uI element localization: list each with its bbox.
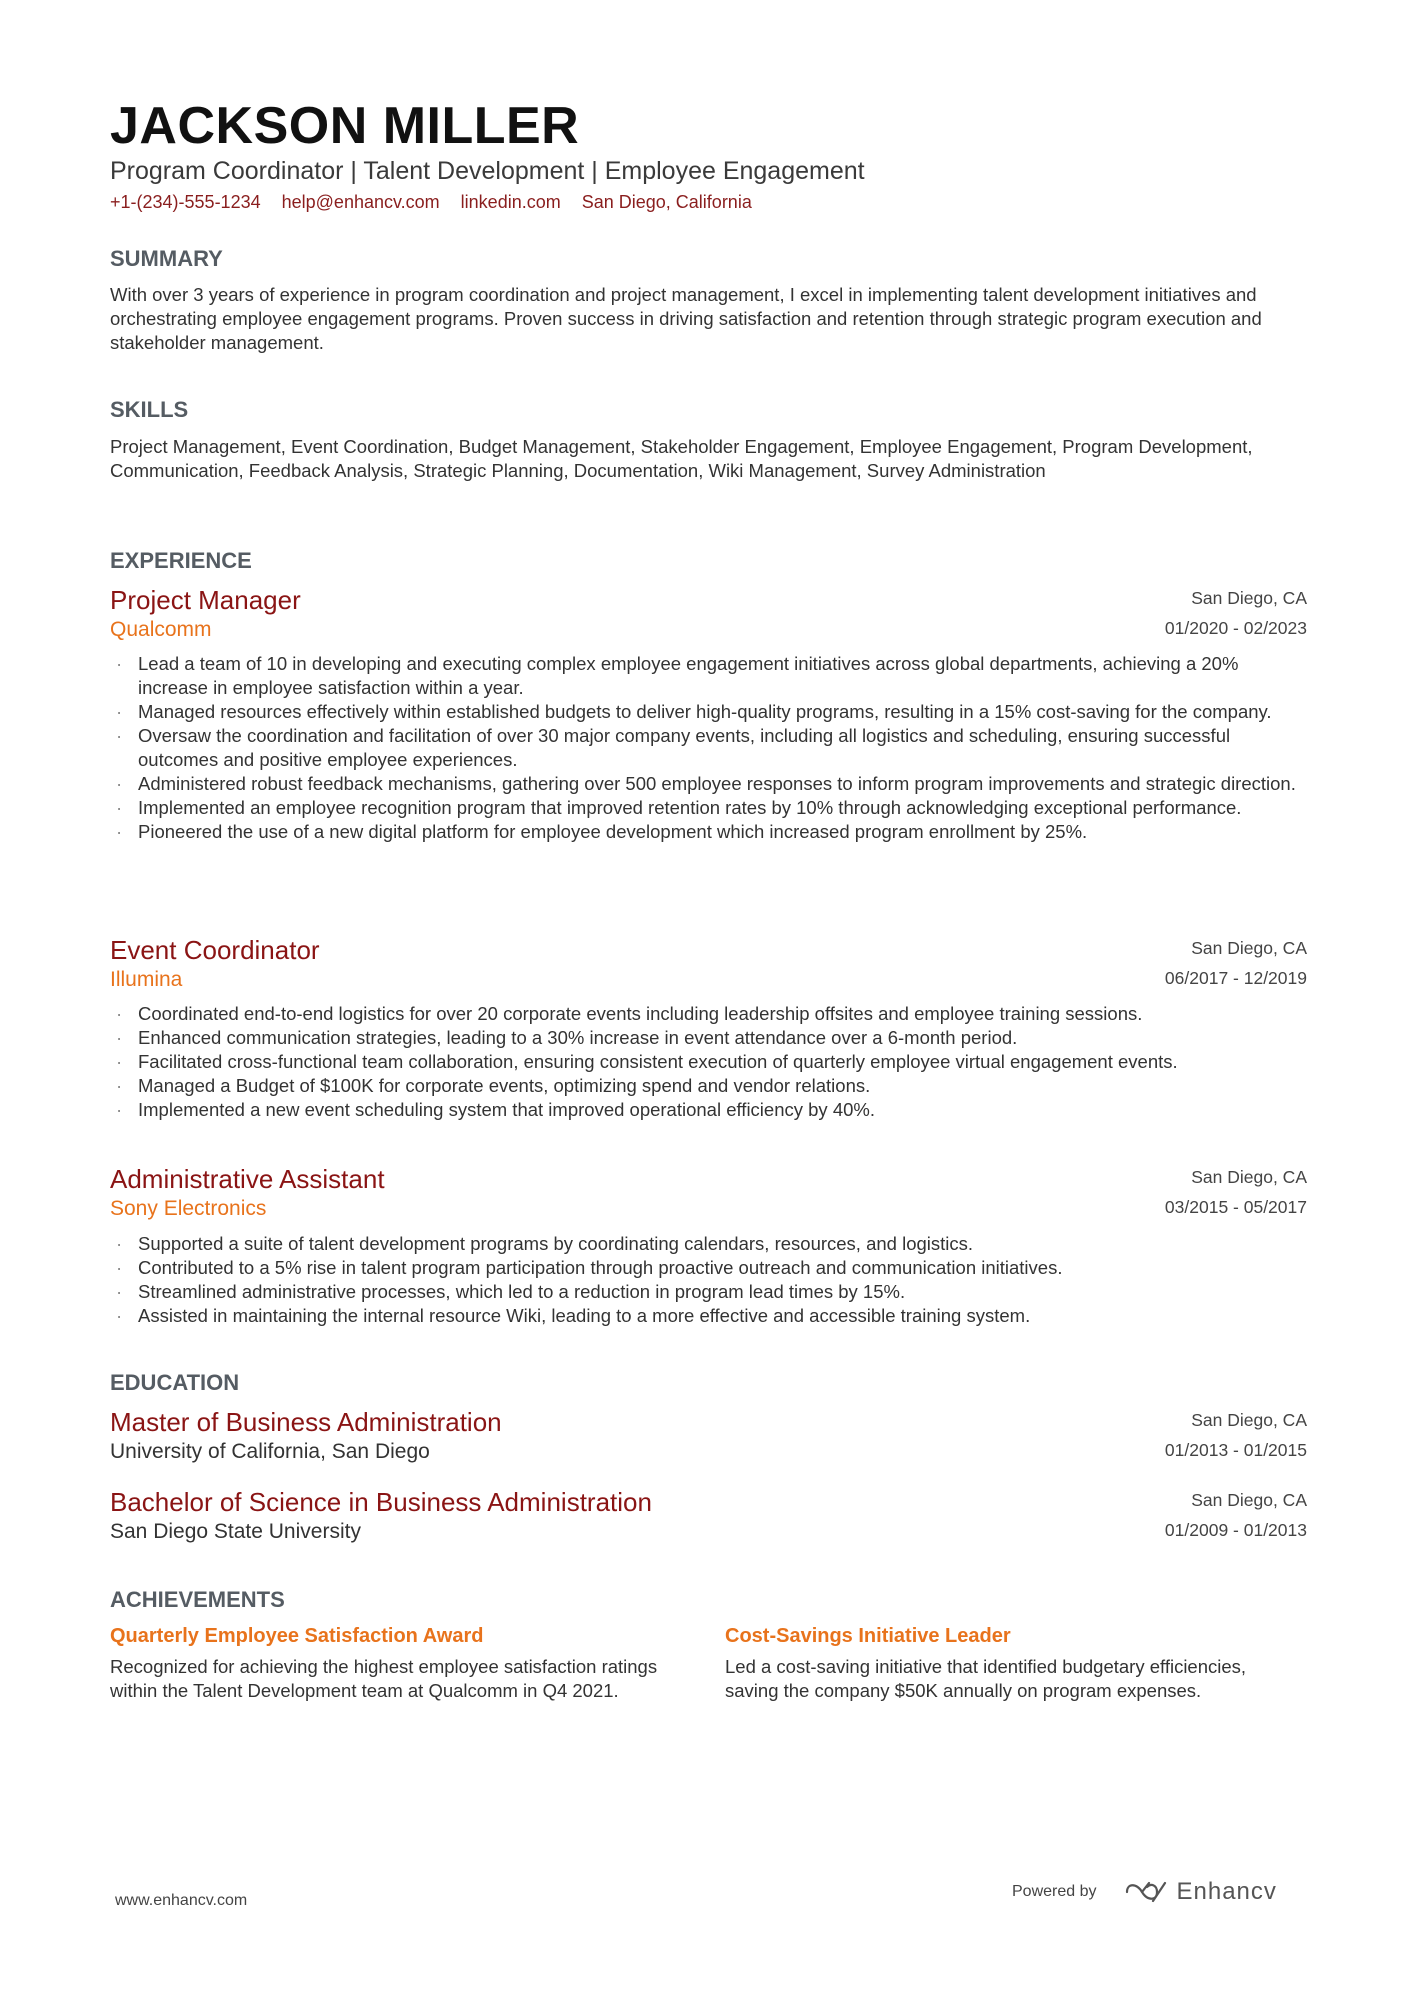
skills-heading: SKILLS [110, 397, 189, 422]
bullet-item: · Implemented an employee recognition program that improved retention rates by 10% through acknowledging exceptional performance. [110, 796, 1310, 820]
job-location: San Diego, CA [1191, 588, 1307, 608]
bullet-item: · Contributed to a 5% rise in talent program participation through proactive outreach and communication initiatives. [110, 1256, 1310, 1280]
email-link[interactable]: help@enhancv.com [281, 192, 440, 212]
achievements-heading: ACHIEVEMENTS [110, 1587, 285, 1612]
job-bullets [110, 1232, 1310, 1328]
candidate-name: JACKSON MILLER [110, 97, 580, 155]
education-location: San Diego, CA [1191, 1410, 1307, 1430]
achievement-title: Quarterly Employee Satisfaction Award [110, 1625, 484, 1647]
school: San Diego State University [110, 1520, 361, 1543]
skills-text: Project Management, Event Coordination, Budget Management, Stakeholder Engagement, Employee Engagement, Program Development, Communication, Feedback Analysis, Strategic Planning, Documentation, Wiki Management, Survey Administration [110, 436, 1253, 481]
job-dates: 01/2020 - 02/2023 [1164, 618, 1307, 638]
bullet-item: · Coordinated end-to-end logistics for over 20 corporate events including leadership offsites and employee training sessions. [110, 1002, 1310, 1026]
job-location: San Diego, CA [1191, 938, 1307, 958]
job-location: San Diego, CA [1191, 1167, 1307, 1187]
contact-info [110, 191, 768, 213]
bullet-item: · Administered robust feedback mechanisms, gathering over 500 employee responses to inform program improvements and strategic direction. [110, 772, 1310, 796]
job-bullets [110, 1002, 1310, 1122]
achievement-title: Cost-Savings Initiative Leader [725, 1625, 1011, 1647]
tagline: Program Coordinator | Talent Development | Employee Engagement [110, 157, 865, 185]
bullet-item: · Managed resources effectively within established budgets to deliver high-quality programs, resulting in a 15% cost-saving for the company. [110, 700, 1310, 724]
brand-name: Enhancv [1176, 1878, 1277, 1905]
bullet-item: · Lead a team of 10 in developing and executing complex employee engagement initiatives across global departments, achieving a 20% increase in employee satisfaction within a year. [110, 652, 1310, 700]
linkedin-link[interactable]: linkedin.com [460, 192, 561, 212]
school: University of California, San Diego [110, 1440, 430, 1463]
job-bullets [110, 652, 1310, 844]
summary-text: With over 3 years of experience in program coordination and project management, I excel in implementing talent development initiatives and orchestrating employee engagement programs. Proven success in driving satisfaction and retention through strategic program execution and stakeholder management. [110, 284, 1262, 353]
job-dates: 06/2017 - 12/2019 [1164, 968, 1307, 988]
phone[interactable]: +1-(234)-555-1234 [110, 192, 261, 212]
education-dates: 01/2013 - 01/2015 [1164, 1440, 1307, 1460]
achievement-item [110, 1623, 680, 1703]
bullet-item: · Facilitated cross-functional team collaboration, ensuring consistent execution of quarterly employee virtual engagement events. [110, 1050, 1310, 1074]
bullet-item: · Assisted in maintaining the internal resource Wiki, leading to a more effective and accessible training system. [110, 1304, 1310, 1328]
job-title: Administrative Assistant [110, 1164, 385, 1194]
achievement-item [725, 1623, 1295, 1703]
degree: Bachelor of Science in Business Administration [110, 1487, 652, 1517]
bullet-item: · Managed a Budget of $100K for corporate events, optimizing spend and vendor relations. [110, 1074, 1310, 1098]
powered-by-label: Powered by [1012, 1883, 1097, 1900]
bullet-item: · Implemented a new event scheduling system that improved operational efficiency by 40%. [110, 1098, 1310, 1122]
job-title: Project Manager [110, 585, 301, 615]
job-company: Qualcomm [110, 618, 212, 641]
location: San Diego, California [581, 192, 752, 212]
enhancv-logo-icon [1123, 1879, 1169, 1905]
bullet-item: · Oversaw the coordination and facilitation of over 30 major company events, including all logistics and scheduling, ensuring successful outcomes and positive employee experiences. [110, 724, 1310, 772]
job-title: Event Coordinator [110, 935, 320, 965]
education-heading: EDUCATION [110, 1370, 240, 1395]
footer-branding [1012, 1878, 1277, 1906]
achievement-description: Recognized for achieving the highest employee satisfaction ratings within the Talent Development team at Qualcomm in Q4 2021. [110, 1656, 658, 1701]
achievement-description: Led a cost-saving initiative that identified budgetary efficiencies, saving the company $50K annually on program expenses. [725, 1656, 1247, 1701]
bullet-item: · Enhanced communication strategies, leading to a 30% increase in event attendance over a 6-month period. [110, 1026, 1310, 1050]
degree: Master of Business Administration [110, 1407, 502, 1437]
bullet-item: · Supported a suite of talent development programs by coordinating calendars, resources, and logistics. [110, 1232, 1310, 1256]
job-company: Sony Electronics [110, 1197, 267, 1220]
education-location: San Diego, CA [1191, 1490, 1307, 1510]
footer-website[interactable]: www.enhancv.com [115, 1892, 248, 1909]
summary-heading: SUMMARY [110, 246, 223, 271]
bullet-item: · Pioneered the use of a new digital platform for employee development which increased program enrollment by 25%. [110, 820, 1310, 844]
job-dates: 03/2015 - 05/2017 [1164, 1197, 1307, 1217]
experience-heading: EXPERIENCE [110, 548, 252, 573]
education-dates: 01/2009 - 01/2013 [1164, 1520, 1307, 1540]
bullet-item: · Streamlined administrative processes, which led to a reduction in program lead times by 15%. [110, 1280, 1310, 1304]
job-company: Illumina [110, 968, 183, 991]
